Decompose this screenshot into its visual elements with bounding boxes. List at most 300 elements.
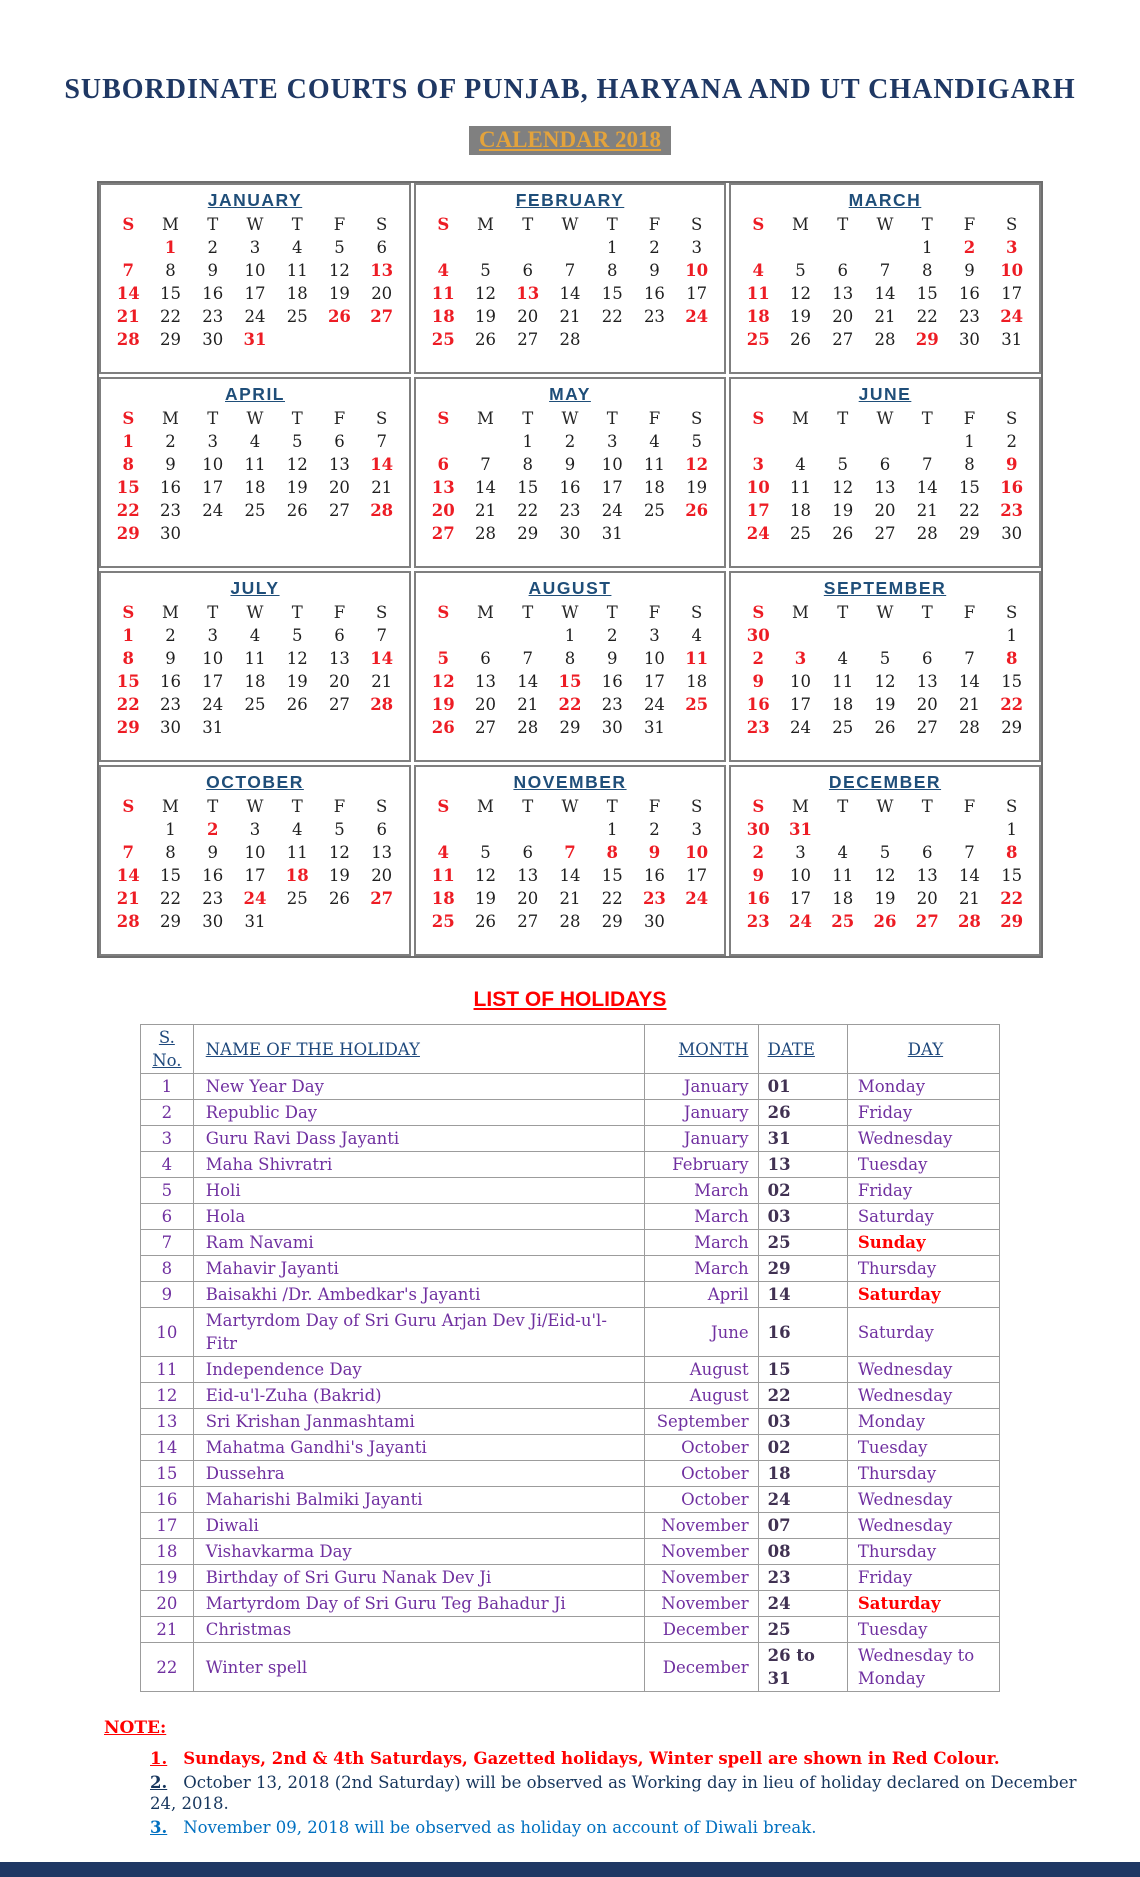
date-cell: 9 xyxy=(165,649,176,668)
month-title: JULY xyxy=(230,578,280,598)
holiday-sno: 1 xyxy=(141,1074,194,1100)
date-cell: 13 xyxy=(516,284,540,303)
holiday-date: 29 xyxy=(758,1256,847,1282)
empty-cell xyxy=(591,328,633,351)
date-cell: 22 xyxy=(160,889,181,908)
date-cell: 27 xyxy=(370,889,394,908)
date-cell: 7 xyxy=(122,843,135,862)
day-header: T xyxy=(921,797,933,816)
holiday-date: 26 to 31 xyxy=(758,1643,847,1692)
date-cell: 19 xyxy=(874,695,896,714)
date-cell: 11 xyxy=(431,866,455,885)
date-cell: 21 xyxy=(559,307,581,326)
month-title: MARCH xyxy=(848,190,922,210)
date-cell: 4 xyxy=(249,432,261,451)
date-cell: 29 xyxy=(160,912,181,931)
date-cell: 18 xyxy=(686,672,708,691)
holiday-month: March xyxy=(645,1256,759,1282)
holiday-name: Maha Shivratri xyxy=(193,1152,644,1178)
date-cell: 10 xyxy=(685,261,709,280)
day-header-sunday: S xyxy=(122,409,135,428)
holiday-month: March xyxy=(645,1230,759,1256)
date-cell: 30 xyxy=(746,820,770,839)
holiday-name: Diwali xyxy=(193,1513,644,1539)
date-cell: 5 xyxy=(334,820,345,839)
date-cell: 29 xyxy=(1000,912,1024,931)
empty-cell xyxy=(779,624,821,647)
holiday-sno: 22 xyxy=(141,1643,194,1692)
holiday-name: Holi xyxy=(193,1178,644,1204)
date-cell: 8 xyxy=(964,455,975,474)
day-header: F xyxy=(333,409,346,428)
holiday-day: Thursday xyxy=(847,1539,999,1565)
week-row xyxy=(737,328,1033,351)
date-cell: 8 xyxy=(522,455,533,474)
date-cell: 1 xyxy=(606,238,618,257)
date-cell: 5 xyxy=(837,455,848,474)
empty-cell xyxy=(276,716,318,739)
holiday-day: Wednesday xyxy=(847,1126,999,1152)
holiday-date: 13 xyxy=(758,1152,847,1178)
week-row xyxy=(737,716,1033,739)
day-header: T xyxy=(606,603,618,622)
date-cell: 8 xyxy=(1005,843,1018,862)
day-header-row xyxy=(422,407,718,430)
note-text: Sundays, 2nd & 4th Saturdays, Gazetted holidays, Winter spell are shown in Red Colour. xyxy=(183,1749,1000,1768)
date-cell: 1 xyxy=(164,238,177,257)
month-title: JANUARY xyxy=(207,190,303,210)
date-cell: 17 xyxy=(746,501,770,520)
date-cell: 2 xyxy=(165,626,176,645)
week-row xyxy=(422,864,718,887)
date-cell: 22 xyxy=(116,501,140,520)
date-cell: 25 xyxy=(643,501,665,520)
date-cell: 8 xyxy=(606,261,618,280)
date-cell: 23 xyxy=(202,307,224,326)
date-cell: 26 xyxy=(685,501,709,520)
date-cell: 11 xyxy=(431,284,455,303)
date-cell: 18 xyxy=(832,695,854,714)
date-cell: 28 xyxy=(958,718,980,737)
date-cell: 7 xyxy=(122,261,135,280)
date-cell: 7 xyxy=(522,649,533,668)
day-header: S xyxy=(691,797,703,816)
week-row xyxy=(737,693,1033,716)
date-cell: 1 xyxy=(165,820,176,839)
date-cell: 14 xyxy=(916,478,938,497)
empty-cell xyxy=(676,522,718,545)
week-row xyxy=(422,522,718,545)
holiday-date: 08 xyxy=(758,1539,847,1565)
date-cell: 31 xyxy=(643,718,665,737)
holiday-date: 24 xyxy=(758,1487,847,1513)
date-cell: 29 xyxy=(559,718,581,737)
week-row xyxy=(737,818,1033,841)
holiday-sno: 20 xyxy=(141,1591,194,1617)
date-cell: 4 xyxy=(437,261,450,280)
holiday-month: October xyxy=(645,1487,759,1513)
date-cell: 10 xyxy=(685,843,709,862)
day-header-sunday: S xyxy=(752,603,765,622)
date-cell: 3 xyxy=(1005,238,1018,257)
header-name: NAME OF THE HOLIDAY xyxy=(193,1025,644,1074)
holiday-row xyxy=(141,1357,1000,1383)
empty-cell xyxy=(507,624,549,647)
page-title: SUBORDINATE COURTS OF PUNJAB, HARYANA AND UT CHANDIGARH xyxy=(64,74,1076,105)
empty-cell xyxy=(864,818,906,841)
date-cell: 8 xyxy=(165,261,176,280)
day-header-sunday: S xyxy=(437,215,450,234)
date-cell: 10 xyxy=(790,866,811,885)
date-cell: 20 xyxy=(328,672,350,691)
empty-cell xyxy=(464,236,506,259)
day-header: T xyxy=(207,409,219,428)
month-october xyxy=(99,765,411,956)
week-row xyxy=(737,430,1033,453)
holiday-name: Dussehra xyxy=(193,1461,644,1487)
date-cell: 20 xyxy=(431,501,455,520)
holiday-day: Wednesday xyxy=(847,1513,999,1539)
day-header: T xyxy=(291,603,303,622)
date-cell: 30 xyxy=(160,524,181,543)
date-cell: 13 xyxy=(832,284,854,303)
date-cell: 24 xyxy=(244,307,266,326)
date-cell: 5 xyxy=(879,649,891,668)
day-header: T xyxy=(921,215,933,234)
date-cell: 24 xyxy=(789,912,812,931)
date-cell: 24 xyxy=(202,501,224,520)
date-cell: 3 xyxy=(691,820,702,839)
empty-cell xyxy=(107,236,149,259)
day-header: W xyxy=(876,215,894,234)
empty-cell xyxy=(464,430,506,453)
date-cell: 10 xyxy=(790,672,811,691)
date-cell: 25 xyxy=(244,501,266,520)
note-number: 3. xyxy=(150,1818,168,1837)
holiday-month: February xyxy=(645,1152,759,1178)
holiday-name: Mahatma Gandhi's Jayanti xyxy=(193,1435,644,1461)
date-cell: 27 xyxy=(874,524,896,543)
holiday-sno: 16 xyxy=(141,1487,194,1513)
holiday-day: Saturday xyxy=(847,1204,999,1230)
holiday-row xyxy=(141,1617,1000,1643)
day-header: T xyxy=(921,603,933,622)
date-cell: 19 xyxy=(874,889,896,908)
week-row xyxy=(107,818,403,841)
day-header: T xyxy=(291,215,303,234)
date-cell: 4 xyxy=(837,843,848,862)
date-cell: 3 xyxy=(606,432,618,451)
day-header: W xyxy=(561,215,579,234)
date-cell: 20 xyxy=(371,284,393,303)
date-cell: 4 xyxy=(291,820,303,839)
holiday-name: Martyrdom Day of Sri Guru Arjan Dev Ji/Eid-u'l-Fitr xyxy=(193,1308,644,1357)
month-april xyxy=(99,377,411,568)
day-header: S xyxy=(1006,603,1018,622)
empty-cell xyxy=(779,430,821,453)
date-cell: 28 xyxy=(957,912,981,931)
day-header: S xyxy=(1006,215,1018,234)
date-cell: 28 xyxy=(370,695,394,714)
holiday-row xyxy=(141,1204,1000,1230)
date-cell: 12 xyxy=(874,672,896,691)
date-cell: 27 xyxy=(475,718,496,737)
week-row xyxy=(737,499,1033,522)
date-cell: 11 xyxy=(685,649,709,668)
day-header-row xyxy=(107,601,403,624)
date-cell: 2 xyxy=(165,432,176,451)
date-cell: 23 xyxy=(160,501,181,520)
header-date: DATE xyxy=(758,1025,847,1074)
empty-cell xyxy=(422,236,464,259)
date-cell: 10 xyxy=(202,649,224,668)
holiday-month: January xyxy=(645,1100,759,1126)
holiday-name: New Year Day xyxy=(193,1074,644,1100)
date-cell: 13 xyxy=(517,866,539,885)
holiday-name: Guru Ravi Dass Jayanti xyxy=(193,1126,644,1152)
date-cell: 1 xyxy=(564,626,576,645)
date-cell: 6 xyxy=(334,432,345,451)
date-cell: 5 xyxy=(437,649,450,668)
date-cell: 5 xyxy=(291,432,303,451)
date-cell: 29 xyxy=(1001,718,1023,737)
date-cell: 23 xyxy=(642,889,666,908)
holiday-name: Baisakhi /Dr. Ambedkar's Jayanti xyxy=(193,1282,644,1308)
week-row xyxy=(422,430,718,453)
date-cell: 7 xyxy=(921,455,933,474)
empty-cell xyxy=(864,236,906,259)
date-cell: 10 xyxy=(244,261,266,280)
date-cell: 25 xyxy=(244,695,266,714)
date-cell: 31 xyxy=(243,330,267,349)
holiday-month: October xyxy=(645,1435,759,1461)
date-cell: 6 xyxy=(837,261,848,280)
day-header-row xyxy=(737,601,1033,624)
date-cell: 5 xyxy=(480,843,491,862)
date-cell: 19 xyxy=(328,866,350,885)
holiday-row xyxy=(141,1487,1000,1513)
week-row xyxy=(737,282,1033,305)
date-cell: 21 xyxy=(116,307,140,326)
empty-cell xyxy=(676,716,718,739)
day-header-sunday: S xyxy=(752,797,765,816)
day-header: T xyxy=(522,409,534,428)
date-cell: 19 xyxy=(832,501,854,520)
holiday-date: 25 xyxy=(758,1617,847,1643)
day-header: S xyxy=(691,603,703,622)
empty-cell xyxy=(276,328,318,351)
holiday-day: Wednesday xyxy=(847,1487,999,1513)
day-header: T xyxy=(522,215,534,234)
empty-cell xyxy=(633,522,675,545)
date-cell: 6 xyxy=(522,261,533,280)
holiday-sno: 21 xyxy=(141,1617,194,1643)
date-cell: 20 xyxy=(832,307,854,326)
holiday-day: Monday xyxy=(847,1074,999,1100)
date-cell: 14 xyxy=(958,672,980,691)
holiday-row xyxy=(141,1256,1000,1282)
header-day: DAY xyxy=(847,1025,999,1074)
date-cell: 26 xyxy=(832,524,854,543)
date-cell: 4 xyxy=(649,432,660,451)
date-cell: 12 xyxy=(685,455,709,474)
holiday-day: Tuesday xyxy=(847,1152,999,1178)
day-header: T xyxy=(837,409,849,428)
date-cell: 19 xyxy=(475,889,496,908)
date-cell: 20 xyxy=(371,866,393,885)
month-march xyxy=(729,183,1041,374)
date-cell: 13 xyxy=(431,478,455,497)
week-row xyxy=(422,910,718,933)
month-title: DECEMBER xyxy=(828,772,942,792)
holiday-day: Wednesday xyxy=(847,1383,999,1409)
day-header: T xyxy=(291,797,303,816)
week-row xyxy=(107,305,403,328)
empty-cell xyxy=(276,910,318,933)
holidays-table xyxy=(140,1024,1000,1692)
date-cell: 26 xyxy=(873,912,897,931)
date-cell: 24 xyxy=(601,501,623,520)
day-header: M xyxy=(477,797,494,816)
date-cell: 18 xyxy=(285,866,309,885)
date-cell: 28 xyxy=(517,718,539,737)
week-row xyxy=(422,236,718,259)
date-cell: 11 xyxy=(244,649,266,668)
date-cell: 27 xyxy=(832,330,854,349)
date-cell: 5 xyxy=(480,261,491,280)
holiday-name: Ram Navami xyxy=(193,1230,644,1256)
empty-cell xyxy=(318,328,360,351)
holiday-name: Hola xyxy=(193,1204,644,1230)
date-cell: 12 xyxy=(790,284,811,303)
date-cell: 14 xyxy=(559,284,581,303)
date-cell: 14 xyxy=(116,284,140,303)
date-cell: 18 xyxy=(244,478,266,497)
date-cell: 13 xyxy=(371,843,393,862)
empty-cell xyxy=(906,818,948,841)
holiday-date: 14 xyxy=(758,1282,847,1308)
holiday-day: Monday xyxy=(847,1409,999,1435)
week-row xyxy=(107,430,403,453)
date-cell: 28 xyxy=(559,912,581,931)
date-cell: 11 xyxy=(832,866,854,885)
day-header: S xyxy=(1006,409,1018,428)
date-cell: 29 xyxy=(958,524,980,543)
day-header: M xyxy=(792,215,809,234)
empty-cell xyxy=(822,236,864,259)
holiday-day: Wednesday xyxy=(847,1357,999,1383)
day-header: M xyxy=(162,797,179,816)
holiday-sno: 13 xyxy=(141,1409,194,1435)
empty-cell xyxy=(507,236,549,259)
holiday-day: Saturday xyxy=(847,1308,999,1357)
date-cell: 28 xyxy=(874,330,896,349)
holiday-month: January xyxy=(645,1126,759,1152)
date-cell: 19 xyxy=(790,307,811,326)
date-cell: 15 xyxy=(1001,866,1023,885)
date-cell: 26 xyxy=(475,912,496,931)
date-cell: 11 xyxy=(643,455,665,474)
calendar-grid xyxy=(97,181,1043,958)
holiday-sno: 12 xyxy=(141,1383,194,1409)
holiday-month: December xyxy=(645,1617,759,1643)
date-cell: 23 xyxy=(746,718,770,737)
holiday-month: November xyxy=(645,1565,759,1591)
date-cell: 20 xyxy=(517,307,539,326)
empty-cell xyxy=(676,910,718,933)
date-cell: 1 xyxy=(1006,626,1017,645)
day-header: T xyxy=(207,797,219,816)
footer-bar xyxy=(0,1862,1140,1877)
day-header: F xyxy=(333,215,346,234)
month-title: FEBRUARY xyxy=(515,190,625,210)
day-header: S xyxy=(691,409,703,428)
empty-cell xyxy=(822,818,864,841)
day-header: T xyxy=(837,215,849,234)
date-cell: 19 xyxy=(328,284,350,303)
date-cell: 3 xyxy=(249,820,261,839)
date-cell: 7 xyxy=(964,843,975,862)
holiday-name: Vishavkarma Day xyxy=(193,1539,644,1565)
holiday-row xyxy=(141,1308,1000,1357)
date-cell: 15 xyxy=(1001,672,1023,691)
date-cell: 18 xyxy=(832,889,854,908)
calendar-year-subtitle: CALENDAR 2018 xyxy=(469,126,671,155)
holiday-name: Republic Day xyxy=(193,1100,644,1126)
week-row xyxy=(422,476,718,499)
empty-cell xyxy=(318,716,360,739)
week-row xyxy=(107,670,403,693)
day-header-row xyxy=(107,213,403,236)
date-cell: 25 xyxy=(790,524,811,543)
date-cell: 22 xyxy=(916,307,938,326)
day-header-sunday: S xyxy=(437,409,450,428)
empty-cell xyxy=(737,236,779,259)
date-cell: 13 xyxy=(370,261,394,280)
holiday-day: Sunday xyxy=(847,1230,999,1256)
date-cell: 21 xyxy=(475,501,496,520)
date-cell: 6 xyxy=(334,626,345,645)
day-header-sunday: S xyxy=(752,215,765,234)
date-cell: 2 xyxy=(207,820,219,839)
date-cell: 25 xyxy=(431,330,455,349)
day-header: T xyxy=(837,603,849,622)
date-cell: 5 xyxy=(291,626,303,645)
date-cell: 30 xyxy=(202,912,224,931)
date-cell: 16 xyxy=(601,672,623,691)
day-header: S xyxy=(376,797,388,816)
date-cell: 12 xyxy=(475,284,496,303)
empty-cell xyxy=(464,624,506,647)
date-cell: 17 xyxy=(686,866,708,885)
holiday-day: Friday xyxy=(847,1565,999,1591)
empty-cell xyxy=(779,236,821,259)
day-header: T xyxy=(606,797,618,816)
date-cell: 14 xyxy=(958,866,980,885)
date-cell: 5 xyxy=(691,432,702,451)
week-row xyxy=(737,864,1033,887)
holiday-row xyxy=(141,1539,1000,1565)
holiday-row xyxy=(141,1126,1000,1152)
date-cell: 10 xyxy=(643,649,665,668)
holiday-day: Saturday xyxy=(847,1591,999,1617)
holiday-sno: 4 xyxy=(141,1152,194,1178)
date-cell: 15 xyxy=(601,866,623,885)
date-cell: 21 xyxy=(371,478,393,497)
date-cell: 15 xyxy=(601,284,623,303)
empty-cell xyxy=(633,328,675,351)
holiday-month: March xyxy=(645,1178,759,1204)
